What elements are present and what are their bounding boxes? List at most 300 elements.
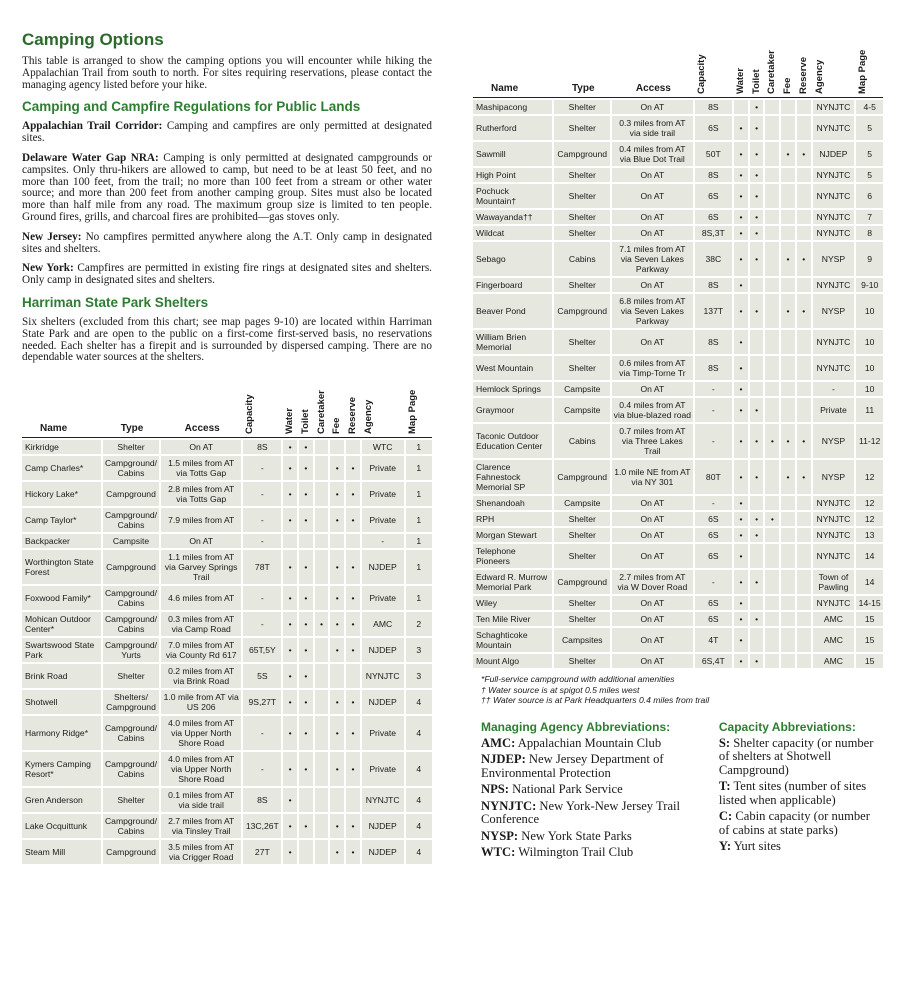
cell-map: 4 xyxy=(406,752,432,786)
cell-access: 0.4 miles from AT via Blue Dot Trail xyxy=(612,142,694,166)
abbreviation-meaning: National Park Service xyxy=(509,782,623,796)
table-row xyxy=(473,330,883,354)
cell-caretaker xyxy=(765,142,781,166)
header-map xyxy=(406,374,432,438)
cell-type: Campground xyxy=(554,142,612,166)
cell-map: 10 xyxy=(856,382,883,396)
cell-map: 1 xyxy=(406,534,432,548)
cell-water: • xyxy=(734,496,750,510)
cell-agency: WTC xyxy=(362,440,406,454)
cell-access: 2.7 miles from AT via Tinsley Trail xyxy=(161,814,243,838)
cell-water: • xyxy=(734,596,750,610)
cell-name: Sebago xyxy=(473,242,554,276)
cell-fee xyxy=(781,512,797,526)
cell-caretaker xyxy=(765,398,781,422)
table-row xyxy=(473,544,883,568)
cell-caretaker xyxy=(765,210,781,224)
cell-capacity: 27T xyxy=(243,840,283,864)
cell-caretaker xyxy=(315,638,331,662)
cell-access: 2.8 miles from AT via Totts Gap xyxy=(161,482,243,506)
cell-toilet: • xyxy=(750,570,766,594)
cell-toilet: • xyxy=(750,242,766,276)
cell-type: Shelter xyxy=(554,654,612,668)
cell-capacity: - xyxy=(243,586,283,610)
cell-water: • xyxy=(283,690,299,714)
cell-name: High Point xyxy=(473,168,554,182)
cell-caretaker: • xyxy=(315,612,331,636)
cell-reserve: • xyxy=(797,460,813,494)
cell-caretaker xyxy=(765,544,781,568)
regulation-paragraph xyxy=(22,232,432,256)
cell-access: 0.6 miles from AT via Timp-Torne Tr xyxy=(612,356,694,380)
cell-reserve: • xyxy=(797,142,813,166)
cell-access: On AT xyxy=(612,596,694,610)
cell-name: Steam Mill xyxy=(22,840,103,864)
cell-water: • xyxy=(734,512,750,526)
cell-capacity: - xyxy=(695,424,735,458)
cell-agency: Town of Pawling xyxy=(813,570,857,594)
cell-caretaker xyxy=(765,184,781,208)
cell-toilet: • xyxy=(750,528,766,542)
cell-access: 0.4 miles from AT via blue-blazed road xyxy=(612,398,694,422)
cell-map: 1 xyxy=(406,482,432,506)
cell-reserve: • xyxy=(346,752,362,786)
table-row xyxy=(22,752,432,786)
cell-fee xyxy=(781,570,797,594)
table-row xyxy=(473,168,883,182)
cell-reserve xyxy=(797,100,813,114)
cell-type: Shelters/ Campground xyxy=(103,690,161,714)
cell-capacity: - xyxy=(243,482,283,506)
cell-access: 1.5 miles from AT via Totts Gap xyxy=(161,456,243,480)
regulation-label: New York: xyxy=(22,262,74,275)
cell-water: • xyxy=(734,628,750,652)
cell-toilet: • xyxy=(750,100,766,114)
cell-caretaker xyxy=(315,690,331,714)
abbreviation-item xyxy=(481,783,691,797)
header-label: Caretaker xyxy=(315,390,327,435)
abbreviation-item xyxy=(481,800,691,827)
footnotes xyxy=(473,674,883,706)
cell-water: • xyxy=(734,330,750,354)
cell-capacity: 4T xyxy=(695,628,735,652)
cell-agency: Private xyxy=(362,586,406,610)
cell-toilet xyxy=(750,356,766,380)
cell-water: • xyxy=(734,528,750,542)
header-label: Capacity xyxy=(695,54,707,94)
cell-map: 11-12 xyxy=(856,424,883,458)
abbreviation-code: T: xyxy=(718,779,731,793)
header-water xyxy=(283,374,299,438)
abbreviation-meaning: Yurt sites xyxy=(731,839,781,853)
table-row xyxy=(473,612,883,626)
cell-type: Shelter xyxy=(554,512,612,526)
cell-type: Shelter xyxy=(554,116,612,140)
cell-agency: NYSP xyxy=(813,242,857,276)
cell-water: • xyxy=(734,612,750,626)
cell-access: 7.9 miles from AT xyxy=(161,508,243,532)
cell-type: Shelter xyxy=(554,226,612,240)
cell-map: 4 xyxy=(406,788,432,812)
cell-type: Shelter xyxy=(554,528,612,542)
cell-toilet: • xyxy=(299,690,315,714)
cell-access: 3.5 miles from AT via Crigger Road xyxy=(161,840,243,864)
cell-agency: NJDEP xyxy=(362,690,406,714)
cell-toilet: • xyxy=(750,398,766,422)
cell-toilet xyxy=(750,544,766,568)
cell-water: • xyxy=(734,460,750,494)
cell-reserve: • xyxy=(346,814,362,838)
cell-toilet: • xyxy=(750,424,766,458)
cell-water: • xyxy=(734,382,750,396)
cell-toilet: • xyxy=(750,184,766,208)
abbreviation-code: AMC: xyxy=(481,735,516,750)
regulation-paragraph xyxy=(22,263,432,287)
cell-toilet: • xyxy=(299,456,315,480)
abbreviation-meaning: New Jersey Department of Environmental Protection xyxy=(481,752,664,780)
cell-water xyxy=(283,534,299,548)
cell-access: 0.3 miles from AT via Camp Road xyxy=(161,612,243,636)
cell-fee xyxy=(781,356,797,380)
cell-water: • xyxy=(734,570,750,594)
cell-name: Beaver Pond xyxy=(473,294,554,328)
cell-name: Wawayanda†† xyxy=(473,210,554,224)
right-column xyxy=(473,32,883,863)
cell-toilet: • xyxy=(299,508,315,532)
abbreviation-meaning: Wilmington Trail Club xyxy=(515,845,634,859)
cell-capacity: 78T xyxy=(243,550,283,584)
cell-fee xyxy=(781,184,797,208)
cell-fee: • xyxy=(330,456,346,480)
table-row xyxy=(22,482,432,506)
cell-capacity: 65T,5Y xyxy=(243,638,283,662)
cell-name: Shenandoah xyxy=(473,496,554,510)
cell-caretaker xyxy=(315,752,331,786)
cell-access: 0.3 miles from AT via side trail xyxy=(612,116,694,140)
header-label: Agency xyxy=(813,59,825,94)
cell-fee xyxy=(781,544,797,568)
cell-map: 15 xyxy=(856,628,883,652)
cell-fee xyxy=(781,100,797,114)
cell-capacity: - xyxy=(695,496,735,510)
cell-access: On AT xyxy=(612,184,694,208)
header-capacity xyxy=(243,374,283,438)
header-label: Map Page xyxy=(857,49,869,94)
cell-name: Kymers Camping Resort* xyxy=(22,752,103,786)
cell-agency: NYNJTC xyxy=(813,528,857,542)
cell-capacity: - xyxy=(695,382,735,396)
cell-type: Shelter xyxy=(554,612,612,626)
cell-caretaker xyxy=(315,456,331,480)
header-fee xyxy=(781,34,797,98)
cell-fee xyxy=(781,496,797,510)
cell-type: Campsite xyxy=(103,534,161,548)
cell-name: Brink Road xyxy=(22,664,103,688)
cell-caretaker xyxy=(315,664,331,688)
cell-toilet: • xyxy=(750,294,766,328)
cell-toilet xyxy=(750,278,766,292)
cell-toilet xyxy=(750,382,766,396)
abbreviation-code: S: xyxy=(718,735,731,750)
cell-fee xyxy=(330,788,346,812)
cell-agency: NYNJTC xyxy=(813,496,857,510)
cell-water: • xyxy=(734,226,750,240)
cell-name: Rutherford xyxy=(473,116,554,140)
cell-agency: Private xyxy=(362,508,406,532)
table-row xyxy=(22,612,432,636)
cell-capacity: - xyxy=(243,716,283,750)
cell-reserve xyxy=(797,116,813,140)
cell-fee: • xyxy=(330,638,346,662)
header-toilet xyxy=(750,34,766,98)
cell-reserve xyxy=(346,664,362,688)
cell-access: 1.1 miles from AT via Garvey Springs Trail xyxy=(161,550,243,584)
cell-name: Mount Algo xyxy=(473,654,554,668)
cell-type: Campground xyxy=(103,550,161,584)
abbreviation-code: C: xyxy=(718,809,733,823)
cell-toilet xyxy=(750,596,766,610)
cell-agency: NYNJTC xyxy=(813,278,857,292)
abbreviation-code: WTC: xyxy=(481,845,516,859)
cell-map: 7 xyxy=(856,210,883,224)
cell-name: Ten Mile River xyxy=(473,612,554,626)
table-row xyxy=(473,100,883,114)
abbreviation-code: NYSP: xyxy=(481,828,519,843)
cell-type: Campground/ Cabins xyxy=(103,814,161,838)
cell-caretaker xyxy=(765,242,781,276)
cell-fee: • xyxy=(330,690,346,714)
cell-type: Campground xyxy=(103,840,161,864)
cell-caretaker xyxy=(765,612,781,626)
cell-agency: Private xyxy=(362,716,406,750)
abbreviation-item xyxy=(481,846,691,860)
cell-access: On AT xyxy=(612,330,694,354)
cell-toilet: • xyxy=(299,638,315,662)
cell-reserve xyxy=(797,654,813,668)
cell-name: Morgan Stewart xyxy=(473,528,554,542)
cell-map: 5 xyxy=(856,142,883,166)
header-label: Capacity xyxy=(244,394,256,435)
cell-agency: NYNJTC xyxy=(813,544,857,568)
cell-map: 1 xyxy=(406,586,432,610)
cell-fee xyxy=(781,226,797,240)
cell-map: 6 xyxy=(856,184,883,208)
cell-toilet: • xyxy=(299,752,315,786)
cell-reserve: • xyxy=(797,242,813,276)
cell-agency: - xyxy=(362,534,406,548)
header-name: Name xyxy=(22,374,103,438)
abbreviation-item xyxy=(481,737,691,751)
cell-capacity: 38C xyxy=(695,242,735,276)
cell-agency: NYNJTC xyxy=(813,116,857,140)
cell-capacity: - xyxy=(243,612,283,636)
cell-reserve xyxy=(797,512,813,526)
cell-reserve xyxy=(797,528,813,542)
cell-name: Hickory Lake* xyxy=(22,482,103,506)
abbreviation-item xyxy=(719,840,883,854)
cell-access: 1.0 mile NE from AT via NY 301 xyxy=(612,460,694,494)
cell-fee xyxy=(330,664,346,688)
cell-caretaker xyxy=(315,550,331,584)
cell-name: Schaghticoke Mountain xyxy=(473,628,554,652)
cell-toilet: • xyxy=(750,654,766,668)
cell-toilet: • xyxy=(750,512,766,526)
table-row xyxy=(22,840,432,864)
cell-fee: • xyxy=(330,550,346,584)
cell-fee: • xyxy=(330,586,346,610)
abbreviations xyxy=(473,720,883,863)
cell-fee xyxy=(781,628,797,652)
cell-capacity: 6S,4T xyxy=(695,654,735,668)
cell-reserve: • xyxy=(346,482,362,506)
cell-capacity: 6S xyxy=(695,210,735,224)
table-header xyxy=(22,374,432,438)
cell-reserve xyxy=(797,398,813,422)
cell-type: Campground xyxy=(554,570,612,594)
cell-fee xyxy=(781,330,797,354)
cell-capacity: 8S xyxy=(695,100,735,114)
cell-name: Camp Taylor* xyxy=(22,508,103,532)
cell-fee: • xyxy=(781,142,797,166)
cell-fee: • xyxy=(781,460,797,494)
cell-toilet: • xyxy=(299,440,315,454)
cell-name: Mohican Outdoor Center* xyxy=(22,612,103,636)
cell-fee xyxy=(781,116,797,140)
cell-fee xyxy=(781,278,797,292)
cell-capacity: 6S xyxy=(695,512,735,526)
abbreviation-item xyxy=(719,737,883,778)
cell-caretaker xyxy=(765,278,781,292)
cell-agency: NYSP xyxy=(813,294,857,328)
cell-name: Wildcat xyxy=(473,226,554,240)
abbreviation-meaning: New York-New Jersey Trail Conference xyxy=(481,798,681,826)
cell-name: Kirkridge xyxy=(22,440,103,454)
table-row xyxy=(473,116,883,140)
cell-caretaker xyxy=(765,294,781,328)
cell-water: • xyxy=(283,456,299,480)
cell-agency: Private xyxy=(362,456,406,480)
cell-caretaker xyxy=(765,356,781,380)
table-row xyxy=(22,508,432,532)
cell-toilet xyxy=(750,628,766,652)
cell-toilet: • xyxy=(299,612,315,636)
header-type: Type xyxy=(554,34,612,98)
cell-fee: • xyxy=(330,840,346,864)
cell-name: Fingerboard xyxy=(473,278,554,292)
cell-water: • xyxy=(734,398,750,422)
cell-caretaker xyxy=(315,840,331,864)
regulation-text: Camping is only permitted at designated campgrounds or campsites. Only thru-hikers are allowed to camp, but need to be at least 50 feet, and no more than 100 feet, from the trail; no more than 100 feet from a stream or other water source; and more than 200 feet from another camping group. Sites must also be located more than half mile from any road. The maximum group size is limited to ten people. Ground fires, grills, and charcoal fires are prohibited—gas stoves only. xyxy=(22,151,432,223)
cell-fee xyxy=(781,398,797,422)
cell-capacity: 137T xyxy=(695,294,735,328)
cell-reserve: • xyxy=(346,690,362,714)
cell-water: • xyxy=(734,544,750,568)
header-label: Fee xyxy=(782,77,794,94)
cell-map: 2 xyxy=(406,612,432,636)
cell-access: 4.0 miles from AT via Upper North Shore Road xyxy=(161,716,243,750)
regulations-list xyxy=(22,121,432,287)
cell-name: Taconic Outdoor Education Center xyxy=(473,424,554,458)
cell-water: • xyxy=(283,612,299,636)
cell-name: Lake Ocquittunk xyxy=(22,814,103,838)
header-label: Fee xyxy=(331,417,343,435)
cell-map: 1 xyxy=(406,550,432,584)
cell-fee xyxy=(330,534,346,548)
table-row xyxy=(473,278,883,292)
cell-reserve: • xyxy=(346,638,362,662)
cell-access: 0.2 miles from AT via Brink Road xyxy=(161,664,243,688)
cell-toilet xyxy=(750,496,766,510)
cell-type: Campsite xyxy=(554,382,612,396)
cell-type: Shelter xyxy=(554,596,612,610)
cell-map: 1 xyxy=(406,508,432,532)
header-capacity xyxy=(695,34,735,98)
cell-access: On AT xyxy=(612,612,694,626)
cell-map: 11 xyxy=(856,398,883,422)
header-toilet xyxy=(299,374,315,438)
regulation-label: Appalachian Trail Corridor: xyxy=(22,120,163,133)
cell-agency: NYSP xyxy=(813,424,857,458)
cell-toilet xyxy=(299,840,315,864)
cell-map: 10 xyxy=(856,356,883,380)
cell-reserve xyxy=(797,596,813,610)
cell-reserve: • xyxy=(346,456,362,480)
cell-water: • xyxy=(283,508,299,532)
table-row xyxy=(473,570,883,594)
table-row xyxy=(473,210,883,224)
cell-reserve: • xyxy=(797,424,813,458)
footnote: † Water source is at spigot 0.5 miles west xyxy=(481,684,640,695)
cell-water: • xyxy=(283,752,299,786)
cell-name: Hemlock Springs xyxy=(473,382,554,396)
cell-fee xyxy=(781,528,797,542)
cell-capacity: 6S xyxy=(695,596,735,610)
cell-caretaker xyxy=(765,460,781,494)
cell-water: • xyxy=(734,210,750,224)
cell-water: • xyxy=(283,788,299,812)
cell-reserve xyxy=(797,226,813,240)
cell-name: Foxwood Family* xyxy=(22,586,103,610)
cell-map: 3 xyxy=(406,664,432,688)
header-agency xyxy=(362,374,406,438)
header-reserve xyxy=(797,34,813,98)
header-label: Toilet xyxy=(299,409,311,435)
cell-capacity: 8S xyxy=(695,356,735,380)
cell-water: • xyxy=(734,424,750,458)
table-row xyxy=(22,550,432,584)
cell-fee: • xyxy=(781,242,797,276)
cell-map: 1 xyxy=(406,456,432,480)
cell-access: On AT xyxy=(612,512,694,526)
header-type: Type xyxy=(103,374,161,438)
table-row xyxy=(22,456,432,480)
cell-toilet: • xyxy=(750,460,766,494)
cell-caretaker xyxy=(315,788,331,812)
abbreviation-item xyxy=(719,810,883,837)
header-label: Water xyxy=(735,67,747,94)
cell-fee: • xyxy=(330,752,346,786)
cell-capacity: 8S xyxy=(243,440,283,454)
cell-fee: • xyxy=(330,716,346,750)
campsite-table-left xyxy=(22,372,432,866)
cell-type: Campground/ Cabins xyxy=(103,752,161,786)
cell-name: Swartswood State Park xyxy=(22,638,103,662)
cell-water: • xyxy=(283,482,299,506)
cell-caretaker xyxy=(765,628,781,652)
cell-caretaker xyxy=(765,226,781,240)
table-row xyxy=(22,716,432,750)
cell-reserve xyxy=(797,168,813,182)
